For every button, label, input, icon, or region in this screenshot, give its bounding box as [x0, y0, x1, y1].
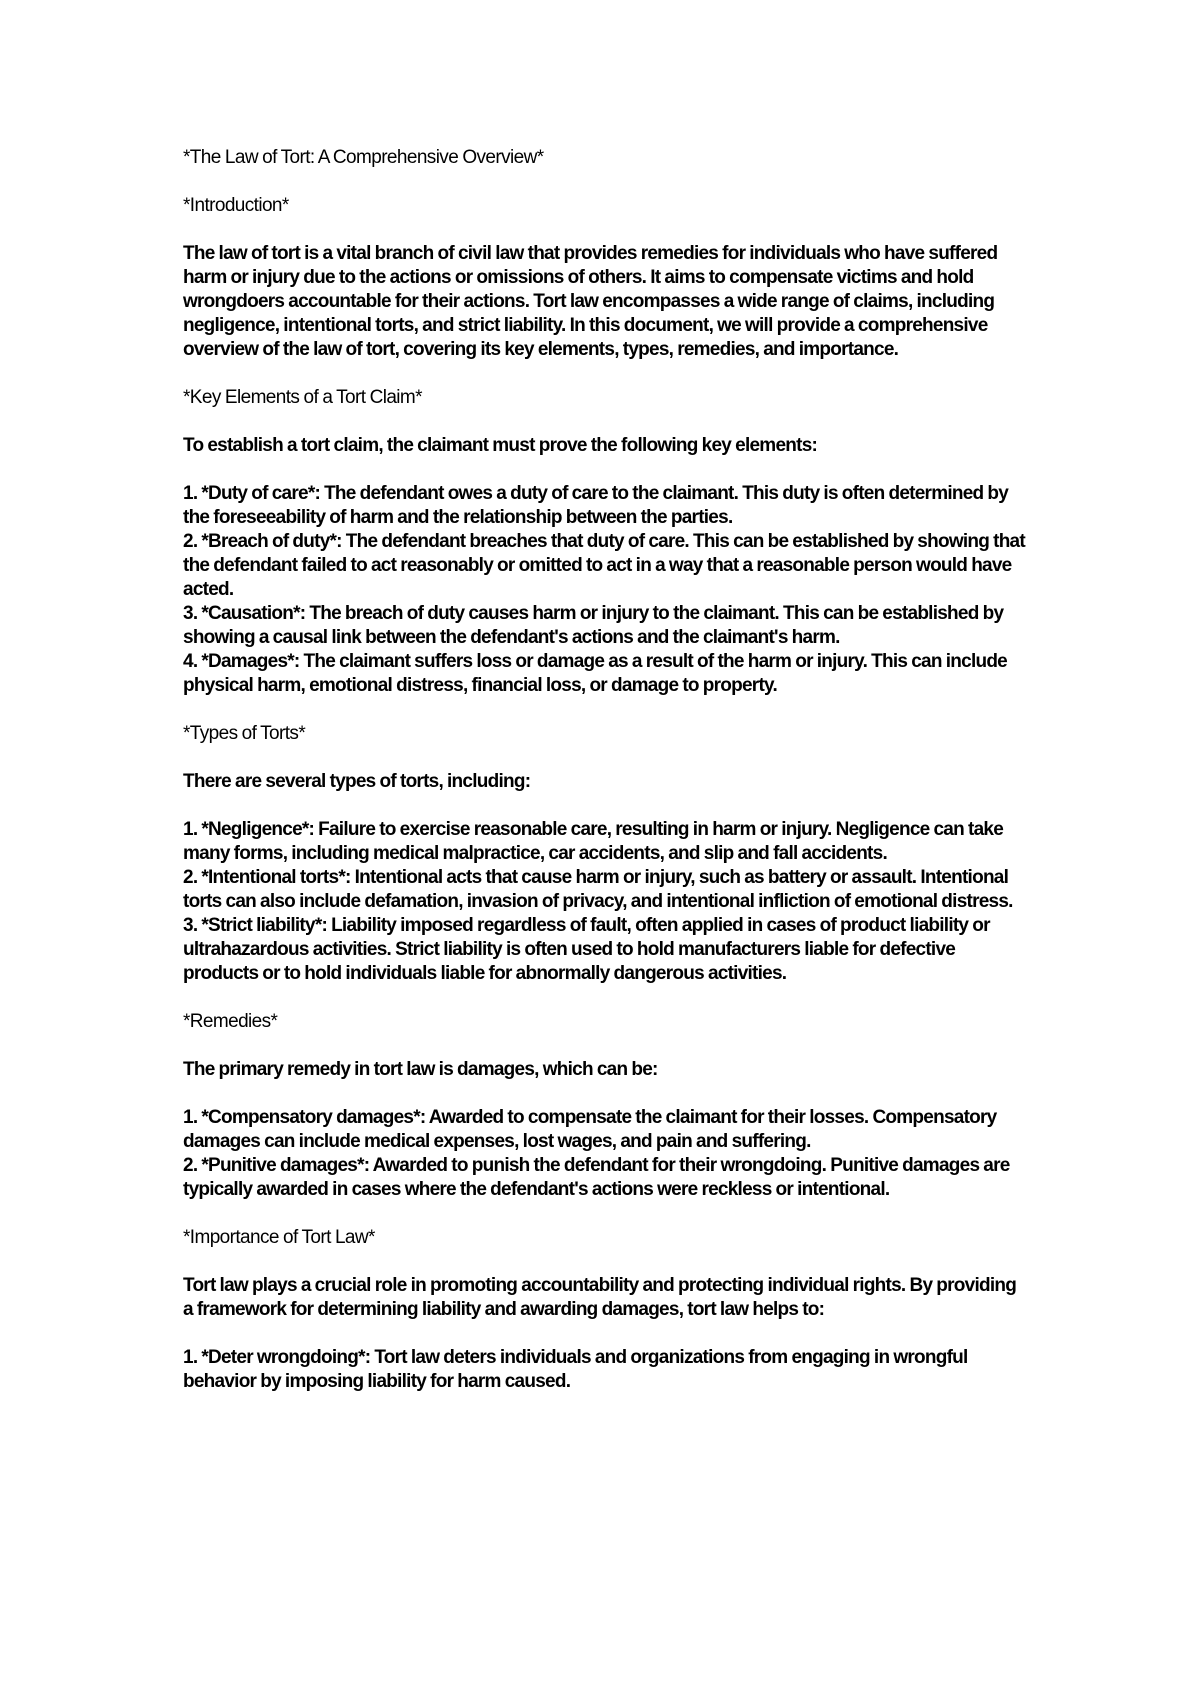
section-heading-importance: *Importance of Tort Law* — [183, 1227, 375, 1248]
list-item: 3. *Strict liability*: Liability imposed regardless of fault, often applied in cases of product liability or ultrahazardous activities. Strict liability is often used to hold manufacturers liable for defective products or to hold individuals liable for abnormally dangerous activities. — [183, 915, 990, 984]
section-heading-key-elements: *Key Elements of a Tort Claim* — [183, 387, 422, 408]
section-heading-remedies: *Remedies* — [183, 1011, 278, 1032]
remedies-list — [183, 1106, 1028, 1202]
document-title: *The Law of Tort: A Comprehensive Overview* — [183, 147, 544, 168]
section-heading-types: *Types of Torts* — [183, 723, 306, 744]
list-item: 2. *Punitive damages*: Awarded to punish the defendant for their wrongdoing. Punitive damages are typically awarded in cases where the defendant's actions were reckless or intentional. — [183, 1155, 1010, 1200]
list-item: 1. *Duty of care*: The defendant owes a duty of care to the claimant. This duty is often determined by the foreseeability of harm and the relationship between the parties. — [183, 483, 1009, 528]
key-elements-list — [183, 482, 1028, 698]
introduction-paragraph: The law of tort is a vital branch of civil law that provides remedies for individuals who have suffered harm or injury due to the actions or omissions of others. It aims to compensate victims and hold wrongdoers accountable for their actions. Tort law encompasses a wide range of claims, including negligence, intentional torts, and strict liability. In this document, we will provide a comprehensive overview of the law of tort, covering its key elements, types, remedies, and importance. — [183, 243, 998, 360]
types-lead: There are several types of torts, including: — [183, 771, 531, 792]
list-item: 1. *Compensatory damages*: Awarded to compensate the claimant for their losses. Compensatory damages can include medical expenses, lost wages, and pain and suffering. — [183, 1107, 997, 1152]
list-item: 1. *Deter wrongdoing*: Tort law deters individuals and organizations from engaging in wrongful behavior by imposing liability for harm caused. — [183, 1347, 968, 1392]
importance-list — [183, 1346, 1028, 1394]
document-body — [183, 146, 1028, 1418]
list-item: 2. *Intentional torts*: Intentional acts that cause harm or injury, such as battery or assault. Intentional torts can also include defamation, invasion of privacy, and intentional infliction of emotional distress. — [183, 867, 1013, 912]
importance-lead: Tort law plays a crucial role in promoting accountability and protecting individual rights. By providing a framework for determining liability and awarding damages, tort law helps to: — [183, 1275, 1017, 1320]
list-item: 1. *Negligence*: Failure to exercise reasonable care, resulting in harm or injury. Negligence can take many forms, including medical malpractice, car accidents, and slip and fall accidents. — [183, 819, 1004, 864]
key-elements-lead: To establish a tort claim, the claimant must prove the following key elements: — [183, 435, 818, 456]
list-item: 3. *Causation*: The breach of duty causes harm or injury to the claimant. This can be established by showing a causal link between the defendant's actions and the claimant's harm. — [183, 603, 1004, 648]
list-item: 2. *Breach of duty*: The defendant breaches that duty of care. This can be established by showing that the defendant failed to act reasonably or omitted to act in a way that a reasonable person would have acted. — [183, 531, 1025, 600]
types-list — [183, 818, 1028, 986]
remedies-lead: The primary remedy in tort law is damages, which can be: — [183, 1059, 658, 1080]
section-heading-introduction: *Introduction* — [183, 195, 289, 216]
list-item: 4. *Damages*: The claimant suffers loss or damage as a result of the harm or injury. This can include physical harm, emotional distress, financial loss, or damage to property. — [183, 651, 1008, 696]
